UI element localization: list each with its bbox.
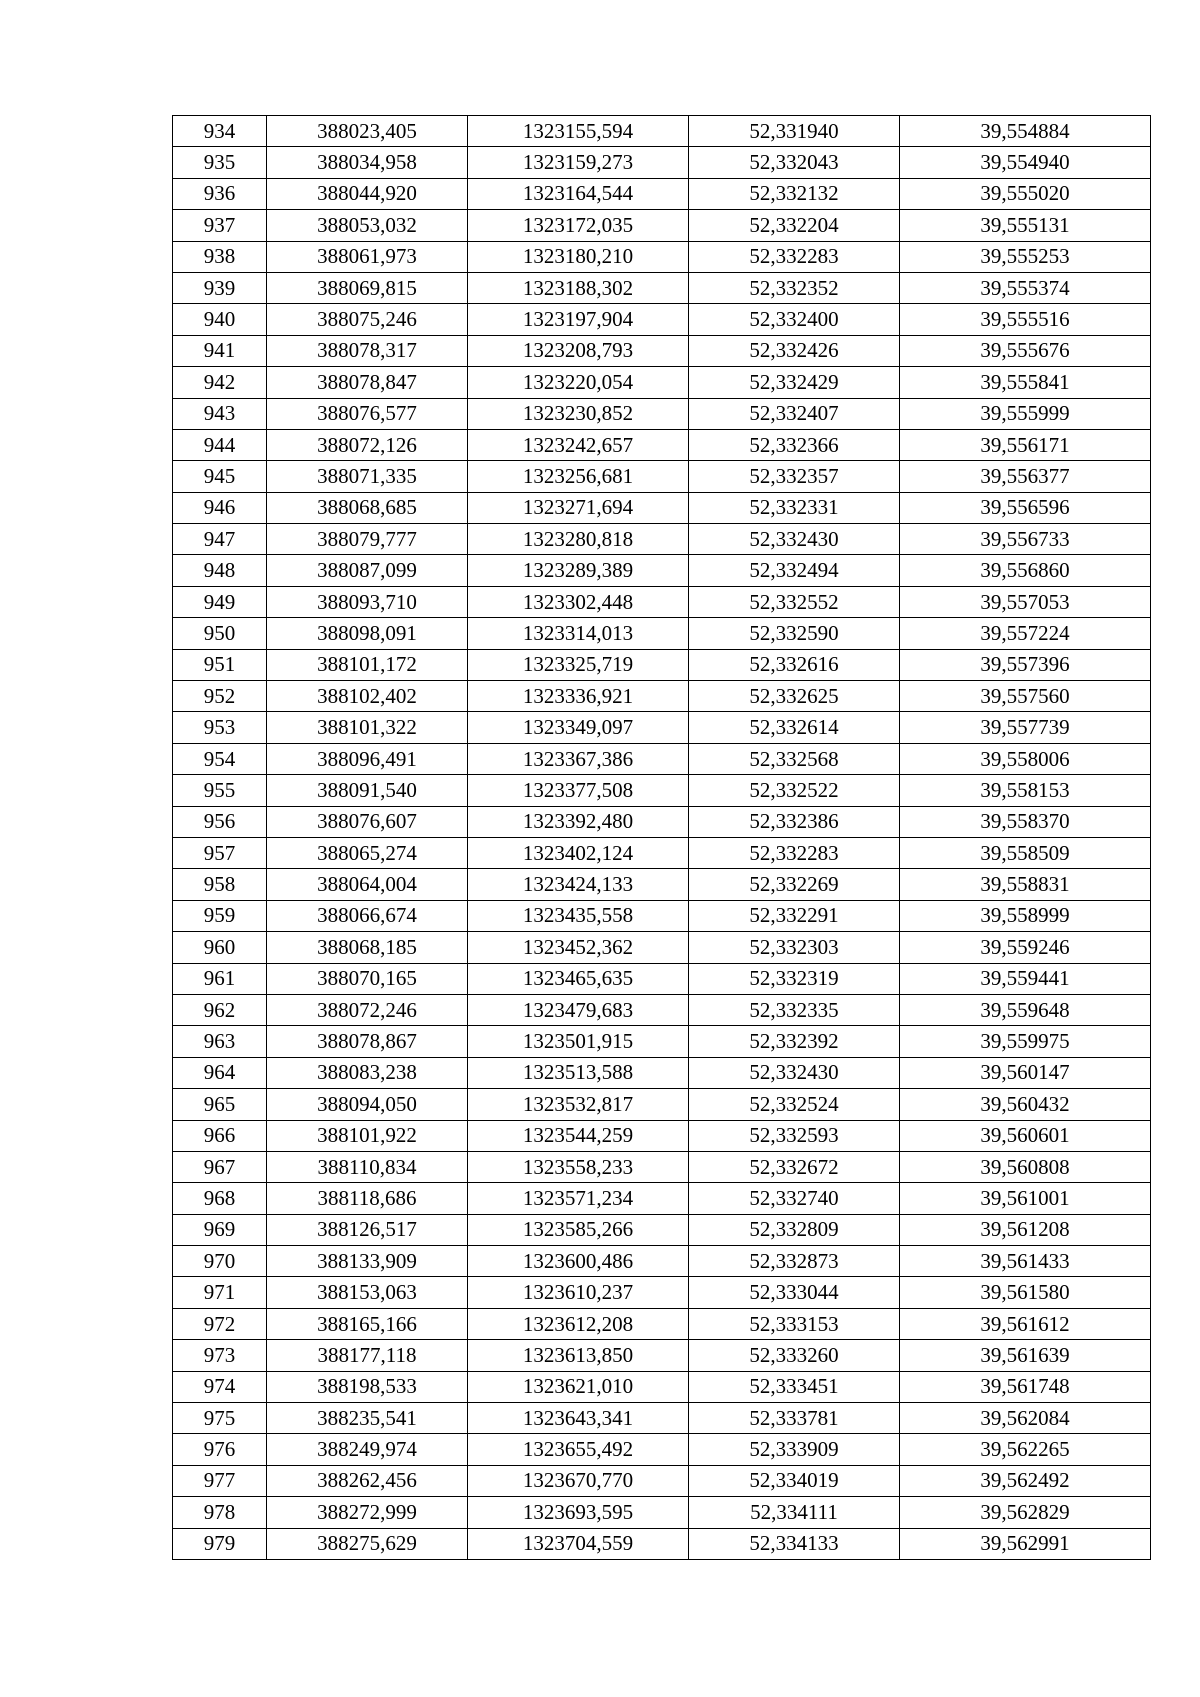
longitude-cell: 39,555999 <box>900 398 1151 429</box>
y-coordinate-cell: 1323402,124 <box>468 837 689 868</box>
latitude-cell: 52,332283 <box>689 837 900 868</box>
x-coordinate-cell: 388091,540 <box>267 775 468 806</box>
x-coordinate-cell: 388272,999 <box>267 1497 468 1528</box>
latitude-cell: 52,332426 <box>689 335 900 366</box>
point-number-cell: 955 <box>173 775 267 806</box>
x-coordinate-cell: 388071,335 <box>267 461 468 492</box>
table-row <box>173 837 1151 868</box>
table-row <box>173 178 1151 209</box>
point-number-cell: 977 <box>173 1465 267 1496</box>
y-coordinate-cell: 1323612,208 <box>468 1308 689 1339</box>
y-coordinate-cell: 1323424,133 <box>468 869 689 900</box>
point-number-cell: 960 <box>173 932 267 963</box>
latitude-cell: 52,332291 <box>689 900 900 931</box>
y-coordinate-cell: 1323367,386 <box>468 743 689 774</box>
x-coordinate-cell: 388087,099 <box>267 555 468 586</box>
latitude-cell: 52,332132 <box>689 178 900 209</box>
x-coordinate-cell: 388126,517 <box>267 1214 468 1245</box>
latitude-cell: 52,332430 <box>689 524 900 555</box>
point-number-cell: 979 <box>173 1528 267 1559</box>
latitude-cell: 52,332331 <box>689 492 900 523</box>
table-row <box>173 1057 1151 1088</box>
longitude-cell: 39,562991 <box>900 1528 1151 1559</box>
y-coordinate-cell: 1323325,719 <box>468 649 689 680</box>
point-number-cell: 972 <box>173 1308 267 1339</box>
point-number-cell: 973 <box>173 1340 267 1371</box>
y-coordinate-cell: 1323164,544 <box>468 178 689 209</box>
latitude-cell: 52,332392 <box>689 1026 900 1057</box>
point-number-cell: 936 <box>173 178 267 209</box>
y-coordinate-cell: 1323392,480 <box>468 806 689 837</box>
table-row <box>173 1340 1151 1371</box>
latitude-cell: 52,333451 <box>689 1371 900 1402</box>
x-coordinate-cell: 388177,118 <box>267 1340 468 1371</box>
y-coordinate-cell: 1323643,341 <box>468 1403 689 1434</box>
longitude-cell: 39,561001 <box>900 1183 1151 1214</box>
longitude-cell: 39,557396 <box>900 649 1151 680</box>
longitude-cell: 39,556171 <box>900 429 1151 460</box>
x-coordinate-cell: 388064,004 <box>267 869 468 900</box>
longitude-cell: 39,555374 <box>900 272 1151 303</box>
table-row <box>173 429 1151 460</box>
latitude-cell: 52,334111 <box>689 1497 900 1528</box>
latitude-cell: 52,332357 <box>689 461 900 492</box>
x-coordinate-cell: 388065,274 <box>267 837 468 868</box>
latitude-cell: 52,332568 <box>689 743 900 774</box>
y-coordinate-cell: 1323197,904 <box>468 304 689 335</box>
longitude-cell: 39,560432 <box>900 1089 1151 1120</box>
y-coordinate-cell: 1323479,683 <box>468 994 689 1025</box>
point-number-cell: 948 <box>173 555 267 586</box>
longitude-cell: 39,557560 <box>900 681 1151 712</box>
y-coordinate-cell: 1323452,362 <box>468 932 689 963</box>
y-coordinate-cell: 1323159,273 <box>468 147 689 178</box>
latitude-cell: 52,332593 <box>689 1120 900 1151</box>
x-coordinate-cell: 388118,686 <box>267 1183 468 1214</box>
y-coordinate-cell: 1323585,266 <box>468 1214 689 1245</box>
point-number-cell: 953 <box>173 712 267 743</box>
y-coordinate-cell: 1323172,035 <box>468 210 689 241</box>
latitude-cell: 52,332614 <box>689 712 900 743</box>
longitude-cell: 39,562084 <box>900 1403 1151 1434</box>
latitude-cell: 52,332429 <box>689 367 900 398</box>
point-number-cell: 937 <box>173 210 267 241</box>
y-coordinate-cell: 1323302,448 <box>468 586 689 617</box>
x-coordinate-cell: 388076,607 <box>267 806 468 837</box>
latitude-cell: 52,332524 <box>689 1089 900 1120</box>
point-number-cell: 941 <box>173 335 267 366</box>
table-row <box>173 1089 1151 1120</box>
latitude-cell: 52,334133 <box>689 1528 900 1559</box>
latitude-cell: 52,332269 <box>689 869 900 900</box>
x-coordinate-cell: 388098,091 <box>267 618 468 649</box>
x-coordinate-cell: 388053,032 <box>267 210 468 241</box>
x-coordinate-cell: 388066,674 <box>267 900 468 931</box>
table-row <box>173 1465 1151 1496</box>
longitude-cell: 39,558006 <box>900 743 1151 774</box>
latitude-cell: 52,333044 <box>689 1277 900 1308</box>
longitude-cell: 39,558999 <box>900 900 1151 931</box>
x-coordinate-cell: 388078,867 <box>267 1026 468 1057</box>
point-number-cell: 939 <box>173 272 267 303</box>
point-number-cell: 967 <box>173 1151 267 1182</box>
longitude-cell: 39,561208 <box>900 1214 1151 1245</box>
longitude-cell: 39,556377 <box>900 461 1151 492</box>
x-coordinate-cell: 388133,909 <box>267 1246 468 1277</box>
table-row <box>173 335 1151 366</box>
point-number-cell: 951 <box>173 649 267 680</box>
longitude-cell: 39,556860 <box>900 555 1151 586</box>
table-row <box>173 1151 1151 1182</box>
x-coordinate-cell: 388083,238 <box>267 1057 468 1088</box>
table-row <box>173 116 1151 147</box>
longitude-cell: 39,556733 <box>900 524 1151 555</box>
point-number-cell: 950 <box>173 618 267 649</box>
x-coordinate-cell: 388079,777 <box>267 524 468 555</box>
longitude-cell: 39,560601 <box>900 1120 1151 1151</box>
latitude-cell: 52,332204 <box>689 210 900 241</box>
x-coordinate-cell: 388165,166 <box>267 1308 468 1339</box>
longitude-cell: 39,554884 <box>900 116 1151 147</box>
y-coordinate-cell: 1323289,389 <box>468 555 689 586</box>
longitude-cell: 39,559246 <box>900 932 1151 963</box>
x-coordinate-cell: 388110,834 <box>267 1151 468 1182</box>
y-coordinate-cell: 1323188,302 <box>468 272 689 303</box>
point-number-cell: 968 <box>173 1183 267 1214</box>
longitude-cell: 39,554940 <box>900 147 1151 178</box>
y-coordinate-cell: 1323600,486 <box>468 1246 689 1277</box>
longitude-cell: 39,558370 <box>900 806 1151 837</box>
longitude-cell: 39,562492 <box>900 1465 1151 1496</box>
y-coordinate-cell: 1323435,558 <box>468 900 689 931</box>
longitude-cell: 39,561748 <box>900 1371 1151 1402</box>
longitude-cell: 39,557053 <box>900 586 1151 617</box>
x-coordinate-cell: 388072,126 <box>267 429 468 460</box>
point-number-cell: 957 <box>173 837 267 868</box>
x-coordinate-cell: 388249,974 <box>267 1434 468 1465</box>
point-number-cell: 940 <box>173 304 267 335</box>
point-number-cell: 970 <box>173 1246 267 1277</box>
latitude-cell: 52,332386 <box>689 806 900 837</box>
point-number-cell: 969 <box>173 1214 267 1245</box>
table-row <box>173 806 1151 837</box>
x-coordinate-cell: 388198,533 <box>267 1371 468 1402</box>
point-number-cell: 934 <box>173 116 267 147</box>
latitude-cell: 52,332335 <box>689 994 900 1025</box>
y-coordinate-cell: 1323655,492 <box>468 1434 689 1465</box>
point-number-cell: 946 <box>173 492 267 523</box>
point-number-cell: 964 <box>173 1057 267 1088</box>
table-row <box>173 461 1151 492</box>
latitude-cell: 52,332430 <box>689 1057 900 1088</box>
point-number-cell: 944 <box>173 429 267 460</box>
y-coordinate-cell: 1323704,559 <box>468 1528 689 1559</box>
point-number-cell: 935 <box>173 147 267 178</box>
table-row <box>173 681 1151 712</box>
longitude-cell: 39,561433 <box>900 1246 1151 1277</box>
table-row <box>173 1403 1151 1434</box>
x-coordinate-cell: 388093,710 <box>267 586 468 617</box>
latitude-cell: 52,332740 <box>689 1183 900 1214</box>
point-number-cell: 958 <box>173 869 267 900</box>
latitude-cell: 52,333781 <box>689 1403 900 1434</box>
table-row <box>173 210 1151 241</box>
longitude-cell: 39,555516 <box>900 304 1151 335</box>
x-coordinate-cell: 388262,456 <box>267 1465 468 1496</box>
longitude-cell: 39,561639 <box>900 1340 1151 1371</box>
longitude-cell: 39,555253 <box>900 241 1151 272</box>
table-row <box>173 555 1151 586</box>
table-row <box>173 1528 1151 1559</box>
latitude-cell: 52,332400 <box>689 304 900 335</box>
y-coordinate-cell: 1323256,681 <box>468 461 689 492</box>
longitude-cell: 39,559648 <box>900 994 1151 1025</box>
table-row <box>173 618 1151 649</box>
longitude-cell: 39,557739 <box>900 712 1151 743</box>
longitude-cell: 39,559441 <box>900 963 1151 994</box>
point-number-cell: 947 <box>173 524 267 555</box>
y-coordinate-cell: 1323610,237 <box>468 1277 689 1308</box>
table-row <box>173 367 1151 398</box>
table-row <box>173 712 1151 743</box>
y-coordinate-cell: 1323693,595 <box>468 1497 689 1528</box>
latitude-cell: 52,334019 <box>689 1465 900 1496</box>
latitude-cell: 52,333909 <box>689 1434 900 1465</box>
table-row <box>173 900 1151 931</box>
longitude-cell: 39,560147 <box>900 1057 1151 1088</box>
table-row <box>173 492 1151 523</box>
latitude-cell: 52,332672 <box>689 1151 900 1182</box>
x-coordinate-cell: 388153,063 <box>267 1277 468 1308</box>
point-number-cell: 952 <box>173 681 267 712</box>
y-coordinate-cell: 1323180,210 <box>468 241 689 272</box>
point-number-cell: 966 <box>173 1120 267 1151</box>
longitude-cell: 39,561612 <box>900 1308 1151 1339</box>
longitude-cell: 39,561580 <box>900 1277 1151 1308</box>
table-row <box>173 963 1151 994</box>
x-coordinate-cell: 388094,050 <box>267 1089 468 1120</box>
x-coordinate-cell: 388078,847 <box>267 367 468 398</box>
y-coordinate-cell: 1323271,694 <box>468 492 689 523</box>
longitude-cell: 39,558831 <box>900 869 1151 900</box>
latitude-cell: 52,332590 <box>689 618 900 649</box>
x-coordinate-cell: 388034,958 <box>267 147 468 178</box>
table-row <box>173 994 1151 1025</box>
x-coordinate-cell: 388101,322 <box>267 712 468 743</box>
y-coordinate-cell: 1323155,594 <box>468 116 689 147</box>
y-coordinate-cell: 1323621,010 <box>468 1371 689 1402</box>
latitude-cell: 52,332303 <box>689 932 900 963</box>
table-row <box>173 743 1151 774</box>
y-coordinate-cell: 1323613,850 <box>468 1340 689 1371</box>
longitude-cell: 39,559975 <box>900 1026 1151 1057</box>
longitude-cell: 39,558509 <box>900 837 1151 868</box>
x-coordinate-cell: 388096,491 <box>267 743 468 774</box>
latitude-cell: 52,332283 <box>689 241 900 272</box>
x-coordinate-cell: 388069,815 <box>267 272 468 303</box>
y-coordinate-cell: 1323377,508 <box>468 775 689 806</box>
x-coordinate-cell: 388068,185 <box>267 932 468 963</box>
y-coordinate-cell: 1323314,013 <box>468 618 689 649</box>
y-coordinate-cell: 1323349,097 <box>468 712 689 743</box>
table-row <box>173 775 1151 806</box>
point-number-cell: 956 <box>173 806 267 837</box>
point-number-cell: 954 <box>173 743 267 774</box>
longitude-cell: 39,560808 <box>900 1151 1151 1182</box>
table-row <box>173 1371 1151 1402</box>
table-row <box>173 869 1151 900</box>
point-number-cell: 962 <box>173 994 267 1025</box>
table-row <box>173 932 1151 963</box>
latitude-cell: 52,332319 <box>689 963 900 994</box>
point-number-cell: 938 <box>173 241 267 272</box>
latitude-cell: 52,332352 <box>689 272 900 303</box>
y-coordinate-cell: 1323230,852 <box>468 398 689 429</box>
point-number-cell: 959 <box>173 900 267 931</box>
point-number-cell: 943 <box>173 398 267 429</box>
table-row <box>173 649 1151 680</box>
x-coordinate-cell: 388070,165 <box>267 963 468 994</box>
latitude-cell: 52,333260 <box>689 1340 900 1371</box>
table-row <box>173 586 1151 617</box>
y-coordinate-cell: 1323544,259 <box>468 1120 689 1151</box>
latitude-cell: 52,332494 <box>689 555 900 586</box>
latitude-cell: 52,332873 <box>689 1246 900 1277</box>
y-coordinate-cell: 1323208,793 <box>468 335 689 366</box>
table-row <box>173 1277 1151 1308</box>
y-coordinate-cell: 1323280,818 <box>468 524 689 555</box>
table-row <box>173 1308 1151 1339</box>
table-row <box>173 1214 1151 1245</box>
longitude-cell: 39,558153 <box>900 775 1151 806</box>
table-row <box>173 398 1151 429</box>
latitude-cell: 52,332552 <box>689 586 900 617</box>
point-number-cell: 963 <box>173 1026 267 1057</box>
longitude-cell: 39,555676 <box>900 335 1151 366</box>
y-coordinate-cell: 1323336,921 <box>468 681 689 712</box>
x-coordinate-cell: 388101,172 <box>267 649 468 680</box>
point-number-cell: 961 <box>173 963 267 994</box>
longitude-cell: 39,556596 <box>900 492 1151 523</box>
point-number-cell: 974 <box>173 1371 267 1402</box>
point-number-cell: 965 <box>173 1089 267 1120</box>
table-row <box>173 1120 1151 1151</box>
x-coordinate-cell: 388061,973 <box>267 241 468 272</box>
table-row <box>173 241 1151 272</box>
y-coordinate-cell: 1323242,657 <box>468 429 689 460</box>
table-row <box>173 1026 1151 1057</box>
point-number-cell: 949 <box>173 586 267 617</box>
y-coordinate-cell: 1323220,054 <box>468 367 689 398</box>
y-coordinate-cell: 1323558,233 <box>468 1151 689 1182</box>
y-coordinate-cell: 1323465,635 <box>468 963 689 994</box>
y-coordinate-cell: 1323670,770 <box>468 1465 689 1496</box>
y-coordinate-cell: 1323513,588 <box>468 1057 689 1088</box>
latitude-cell: 52,332407 <box>689 398 900 429</box>
table-row <box>173 524 1151 555</box>
latitude-cell: 52,332522 <box>689 775 900 806</box>
x-coordinate-cell: 388275,629 <box>267 1528 468 1559</box>
table-row <box>173 1183 1151 1214</box>
latitude-cell: 52,332043 <box>689 147 900 178</box>
latitude-cell: 52,332809 <box>689 1214 900 1245</box>
latitude-cell: 52,333153 <box>689 1308 900 1339</box>
table-row <box>173 304 1151 335</box>
x-coordinate-cell: 388078,317 <box>267 335 468 366</box>
point-number-cell: 975 <box>173 1403 267 1434</box>
latitude-cell: 52,331940 <box>689 116 900 147</box>
x-coordinate-cell: 388235,541 <box>267 1403 468 1434</box>
longitude-cell: 39,562265 <box>900 1434 1151 1465</box>
x-coordinate-cell: 388068,685 <box>267 492 468 523</box>
longitude-cell: 39,555131 <box>900 210 1151 241</box>
x-coordinate-cell: 388102,402 <box>267 681 468 712</box>
point-number-cell: 971 <box>173 1277 267 1308</box>
point-number-cell: 945 <box>173 461 267 492</box>
y-coordinate-cell: 1323501,915 <box>468 1026 689 1057</box>
table-row <box>173 272 1151 303</box>
y-coordinate-cell: 1323532,817 <box>468 1089 689 1120</box>
point-number-cell: 942 <box>173 367 267 398</box>
y-coordinate-cell: 1323571,234 <box>468 1183 689 1214</box>
table-row <box>173 1246 1151 1277</box>
longitude-cell: 39,555841 <box>900 367 1151 398</box>
latitude-cell: 52,332625 <box>689 681 900 712</box>
point-number-cell: 976 <box>173 1434 267 1465</box>
longitude-cell: 39,562829 <box>900 1497 1151 1528</box>
latitude-cell: 52,332616 <box>689 649 900 680</box>
longitude-cell: 39,557224 <box>900 618 1151 649</box>
x-coordinate-cell: 388101,922 <box>267 1120 468 1151</box>
table-row <box>173 1497 1151 1528</box>
point-number-cell: 978 <box>173 1497 267 1528</box>
table-row <box>173 1434 1151 1465</box>
coordinates-table <box>172 115 1151 1560</box>
latitude-cell: 52,332366 <box>689 429 900 460</box>
x-coordinate-cell: 388076,577 <box>267 398 468 429</box>
x-coordinate-cell: 388023,405 <box>267 116 468 147</box>
table-row <box>173 147 1151 178</box>
x-coordinate-cell: 388072,246 <box>267 994 468 1025</box>
coordinates-table-body <box>173 116 1151 1560</box>
longitude-cell: 39,555020 <box>900 178 1151 209</box>
x-coordinate-cell: 388044,920 <box>267 178 468 209</box>
x-coordinate-cell: 388075,246 <box>267 304 468 335</box>
